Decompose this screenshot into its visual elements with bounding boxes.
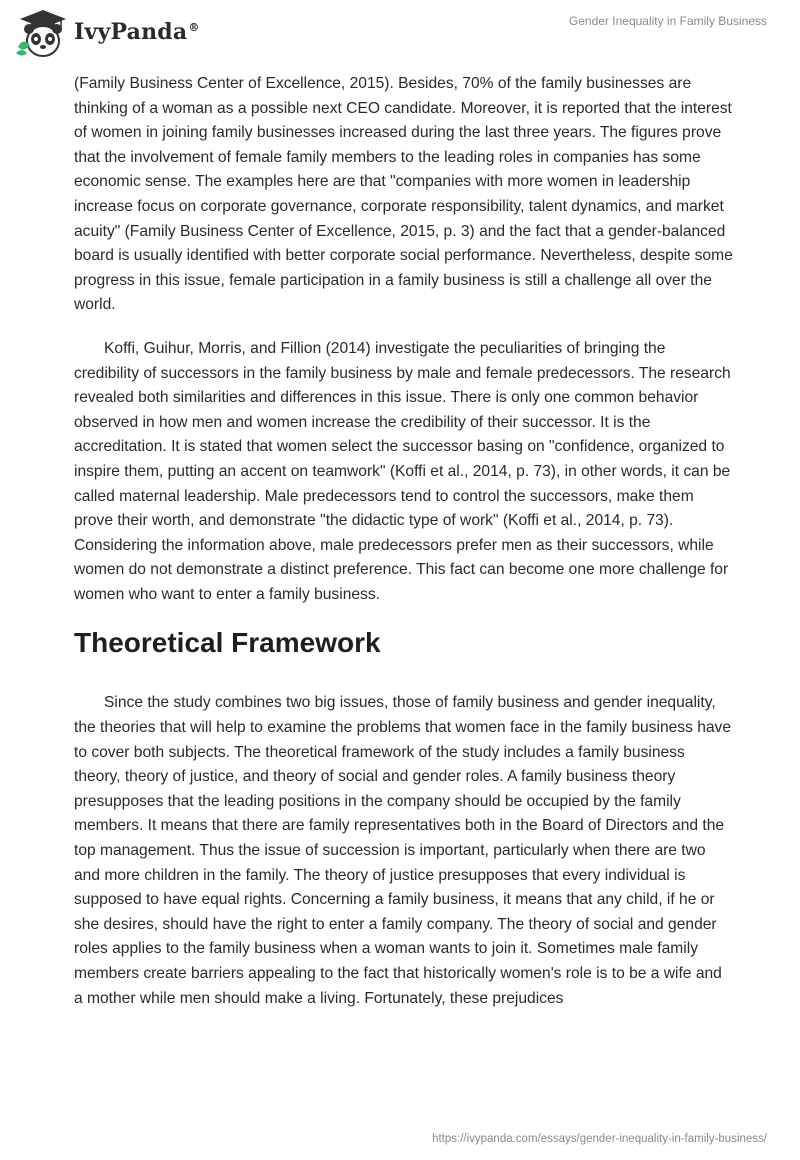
paragraph: Koffi, Guihur, Morris, and Fillion (2014) investigate the peculiarities of bringing the credibility of successors in the family business by male and female predecessors. The research revealed both similarities and differences in this issue. There is only one common behavior observed in how men and women increase the credibility of their successor. It is the accreditation. It is stated that women select the successor basing on "confidence, organized to inspire them, putting an accent on teamwork" (Koffi et al., 2014, p. 73), in other words, it can be called maternal leadership. Male predecessors tend to control the successors, make them prove their worth, and demonstrate "the didactic type of work" (Koffi et al., 2014, p. 73). Considering the information above, male predecessors prefer men as their successors, while women do not demonstrate a distinct preference. This fact can become one more challenge for women who want to enter a family business. bbox=[74, 339, 731, 603]
essay-content bbox=[74, 72, 734, 1011]
brand-name bbox=[74, 19, 200, 45]
brand-text: IvyPanda bbox=[74, 19, 188, 45]
source-url[interactable]: https://ivypanda.com/essays/gender-inequality-in-family-business/ bbox=[432, 1133, 767, 1145]
ivypanda-logo[interactable] bbox=[14, 6, 204, 62]
panda-graduate-icon bbox=[14, 7, 72, 61]
registered-mark: ® bbox=[188, 20, 200, 34]
section-heading: Theoretical Framework bbox=[74, 627, 381, 659]
page-header bbox=[0, 0, 800, 70]
paragraph: Since the study combines two big issues, those of family business and gender inequality, the theories that will help to examine the problems that women face in the family business have to cover both subjects. The theoretical framework of the study includes a family business theory, theory of justice, and theory of social and gender roles. A family business theory presupposes that the leading positions in the company should be occupied by the family members. It means that there are family representatives both in the Board of Directors and the top management. Thus the issue of succession is important, particularly when there are two and more children in the family. The theory of justice presupposes that every individual is supposed to have equal rights. Concerning a family business, it means that any child, if he or she desires, should have the right to enter a family company. The theory of social and gender roles applies to the family business when a woman wants to join it. Sometimes male family members create barriers appealing to the fact that historically women's role is to be a wife and a mother while men should make a living. Fortunately, these prejudices bbox=[74, 694, 732, 1007]
paragraph: (Family Business Center of Excellence, 2015). Besides, 70% of the family businesses are thinking of a woman as a possible next CEO candidate. Moreover, it is reported that the interest of women in joining family businesses increased during the last three years. The figures prove that the involvement of female family members to the leading roles in companies has some economic sense. The examples here are that "companies with more women in leadership increase focus on corporate governance, corporate responsibility, talent dynamics, and market acuity" (Family Business Center of Excellence, 2015, p. 3) and the fact that a gender-balanced board is usually identified with better corporate social performance. Nevertheless, despite some progress in this issue, female participation in a family business is still a challenge all over the world. bbox=[74, 75, 733, 314]
document-title: Gender Inequality in Family Business bbox=[568, 14, 767, 28]
